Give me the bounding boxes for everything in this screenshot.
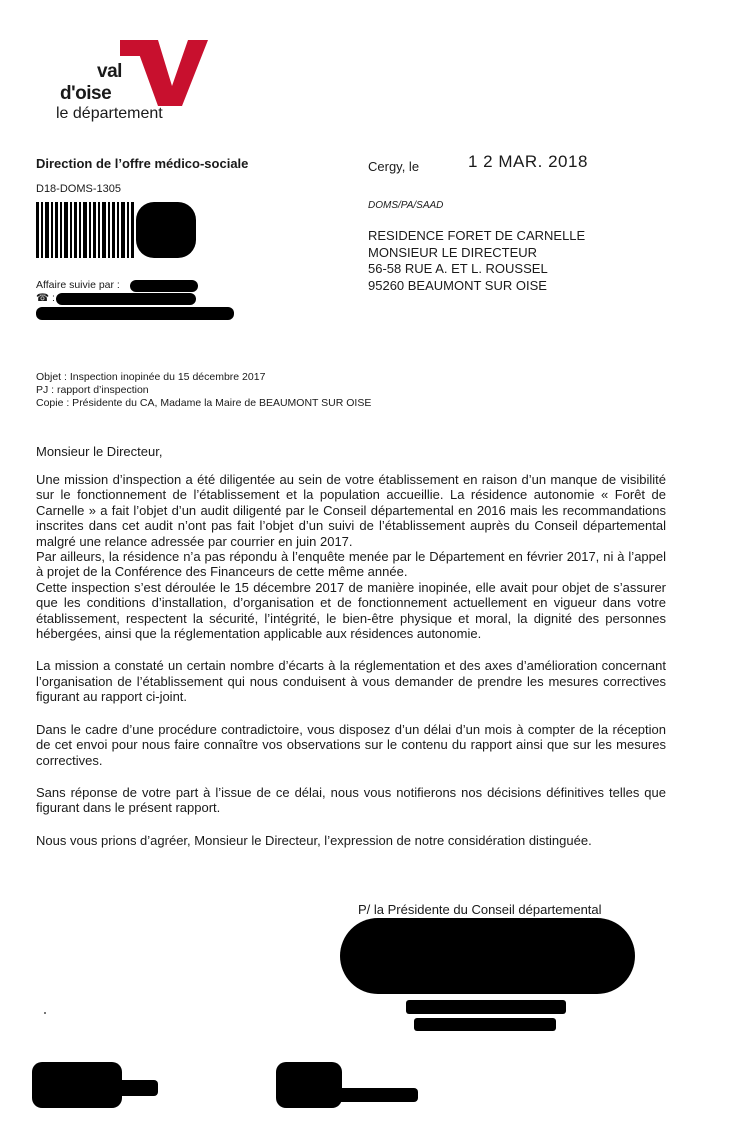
- redacted-phone: [56, 293, 196, 305]
- signature-title: P/ la Présidente du Conseil départemental: [358, 902, 602, 917]
- redacted-email: [36, 307, 234, 320]
- redacted-signatory-function: [414, 1018, 556, 1031]
- redacted-signatory-name: [406, 1000, 566, 1014]
- logo-text-doise: d'oise: [60, 83, 112, 104]
- val-doise-logo-v-icon: [112, 38, 212, 108]
- body-paragraph: Sans réponse de votre part à l’issue de ce délai, nous vous notifierons nos décisions définitives telles que figurant dans le présent rapport.: [36, 784, 666, 816]
- place-label: Cergy, le: [368, 159, 420, 174]
- redacted-signature: [340, 918, 635, 994]
- date-stamp: 1 2 MAR. 2018: [468, 152, 588, 171]
- body-paragraph: Nous vous prions d’agréer, Monsieur le Directeur, l’expression de notre considération distinguée.: [36, 832, 592, 848]
- body-paragraph: Une mission d’inspection a été diligentée au sein de votre établissement en raison d’un manque de visibilité sur le fonctionnement de l’établissement et la population accueillie. La résidence autonomie « Forêt de Carnelle » a fait l’objet d’un audit diligenté par le Conseil départemental en 2016 mais les recommandations inscrites dans cet audit n’ont pas fait l’objet d’un suivi de l’établissement auprès du Conseil départemental malgré une relance adressée par courrier en juin 2017.: [36, 472, 666, 549]
- barcode-icon: [36, 202, 196, 258]
- recipient-line: MONSIEUR LE DIRECTEUR: [368, 244, 538, 260]
- redacted-footer-right-ext: [336, 1088, 418, 1102]
- redacted-footer-left-ext: [118, 1080, 158, 1096]
- body-paragraph: Dans le cadre d’une procédure contradictoire, vous disposez d’un délai d’un mois à compter de la réception de cet envoi pour nous faire connaître vos observations sur le contenu du rapport ainsi que sur les mesures correctives.: [36, 721, 666, 768]
- salutation: Monsieur le Directeur,: [36, 444, 163, 459]
- internal-reference: DOMS/PA/SAAD: [368, 200, 444, 211]
- phone-icon: ☎ :: [36, 292, 55, 304]
- logo-text-departement: le département: [56, 105, 163, 122]
- recipient-line: 56-58 RUE A. ET L. ROUSSEL: [368, 261, 548, 276]
- redacted-footer-left: [32, 1062, 122, 1108]
- body-paragraph: Par ailleurs, la résidence n’a pas répondu à l’enquête menée par le Département en février 2017, ni à l’appel à projet de la Conférence des Financeurs de cette même année.: [36, 549, 666, 580]
- logo-text-val: val: [97, 61, 122, 82]
- recipient-address: [368, 228, 585, 294]
- object-line: Objet : Inspection inopinée du 15 décembre 2017: [36, 371, 266, 383]
- body-paragraph: Cette inspection s’est déroulée le 15 décembre 2017 de manière inopinée, elle avait pour objet de s’assurer que les conditions d’installation, d’organisation et de fonctionnement actuellement en vigueur dans votre établissement, respectent la sécurité, l’intégrité, le bien-être physique et moral, la dignité des personnes hébergées, ainsi que la réglementation applicable aux résidences autonomie.: [36, 579, 666, 642]
- sender-direction: Direction de l’offre médico-sociale: [36, 156, 249, 171]
- recipient-line: 95260 BEAUMONT SUR OISE: [368, 277, 547, 293]
- attachment-line: PJ : rapport d’inspection: [36, 384, 149, 396]
- followed-by-label: Affaire suivie par :: [36, 279, 120, 291]
- reference-number: D18-DOMS-1305: [36, 183, 121, 195]
- redacted-footer-right: [276, 1062, 342, 1108]
- letter-meta: [36, 371, 371, 410]
- copy-line: Copie : Présidente du CA, Madame la Maire de BEAUMONT SUR OISE: [36, 397, 372, 409]
- letter-body: [36, 472, 666, 865]
- body-paragraph: La mission a constaté un certain nombre d’écarts à la réglementation et des axes d’amélioration concernant l’organisation de l’établissement qui nous conduisent à vous demander de prendre les mesures correctives figurant au rapport ci-joint.: [36, 658, 666, 705]
- redacted-followed-by: [130, 280, 198, 292]
- recipient-line: RESIDENCE FORET DE CARNELLE: [368, 228, 586, 243]
- small-mark: [44, 1012, 46, 1014]
